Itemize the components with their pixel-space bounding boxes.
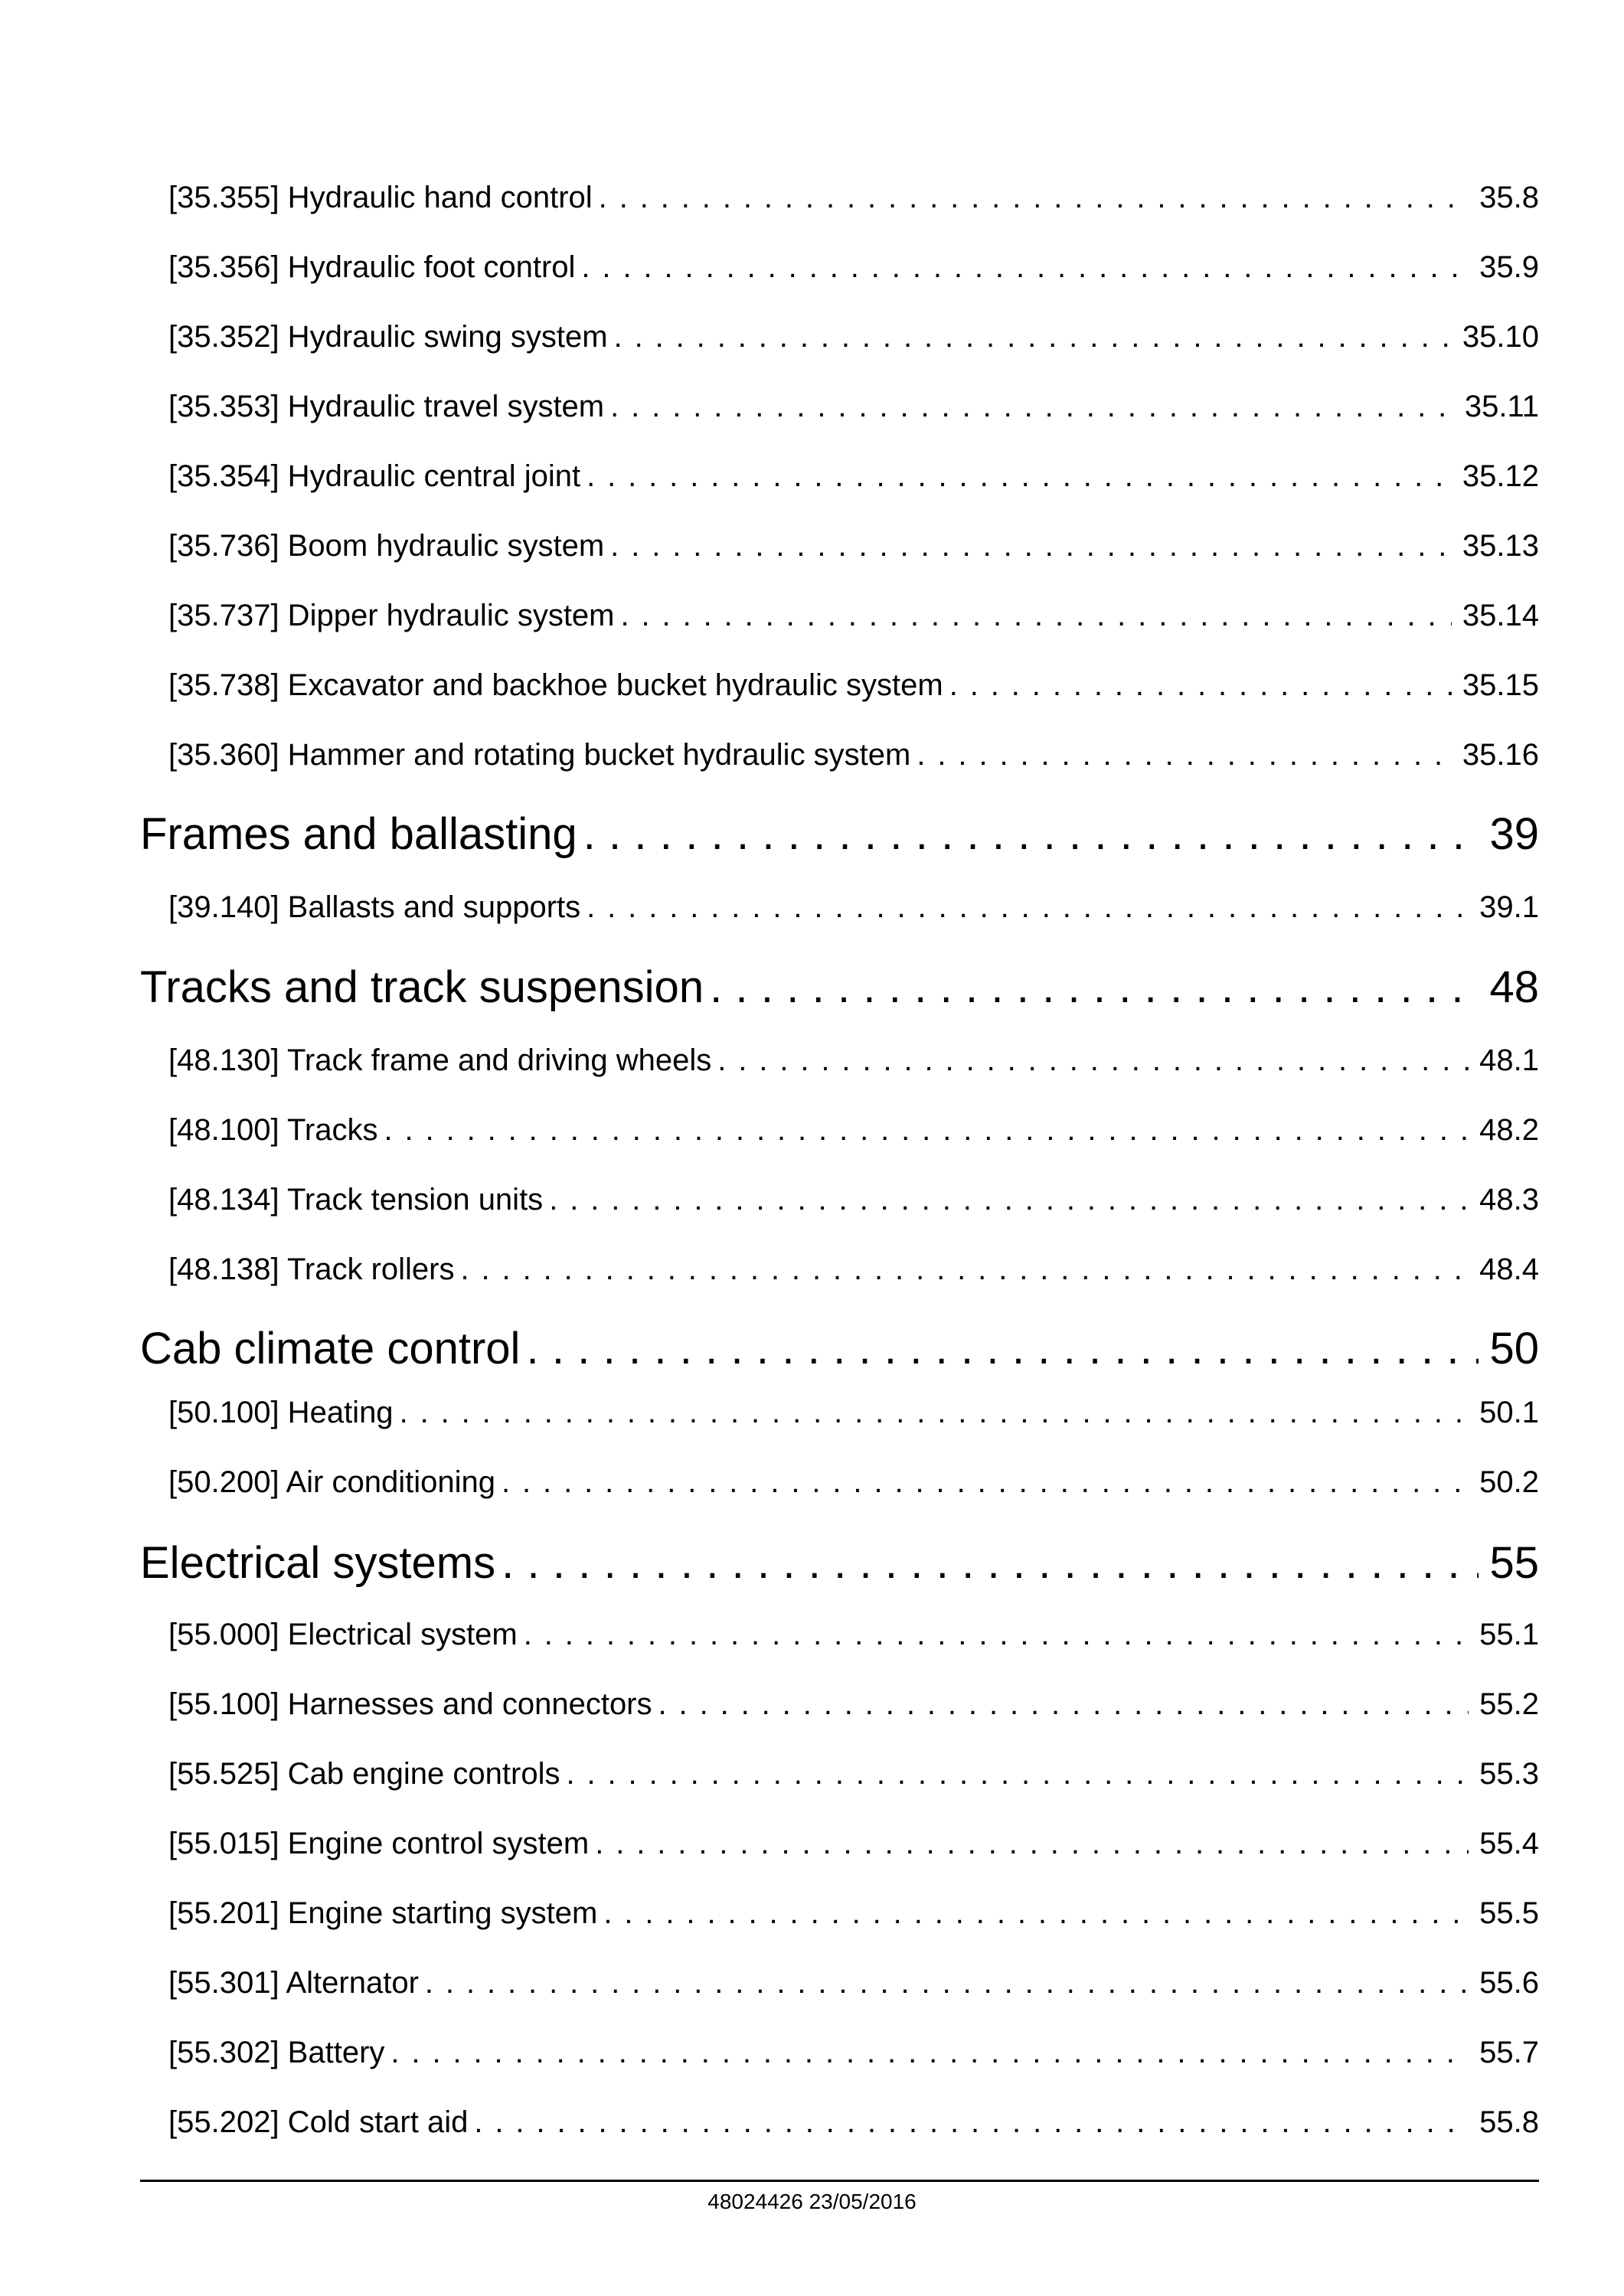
toc-section-page: 48	[1489, 962, 1539, 1012]
toc-entry-label: [55.525] Cab engine controls	[168, 1757, 560, 1791]
toc-entry-page: 55.3	[1479, 1757, 1539, 1791]
toc-entry[interactable]	[168, 1681, 1539, 1727]
toc-section-page: 55	[1489, 1538, 1539, 1588]
toc-entry-page: 35.16	[1462, 738, 1539, 772]
dot-leader	[587, 453, 1452, 499]
toc-entry-page: 55.5	[1479, 1896, 1539, 1930]
toc-entry[interactable]	[168, 1177, 1539, 1223]
dot-leader	[621, 593, 1452, 639]
toc-section[interactable]	[140, 957, 1539, 1018]
toc-section[interactable]	[140, 1533, 1539, 1594]
dot-leader	[587, 884, 1469, 930]
dot-leader	[710, 957, 1479, 1018]
toc-entry-label: [50.200] Air conditioning	[168, 1465, 495, 1499]
dot-leader	[949, 662, 1452, 708]
toc-entry[interactable]	[168, 1107, 1539, 1153]
dot-leader	[599, 175, 1469, 220]
toc-entry[interactable]	[168, 384, 1539, 429]
dot-leader	[526, 1318, 1479, 1380]
toc-entry-page: 35.9	[1479, 250, 1539, 284]
dot-leader	[425, 1960, 1469, 2006]
toc-section-label: Cab climate control	[140, 1324, 521, 1373]
toc-entry-page: 35.15	[1462, 668, 1539, 702]
toc-entry[interactable]	[168, 662, 1539, 708]
toc-entry-label: [35.360] Hammer and rotating bucket hydraulic system	[168, 738, 911, 772]
toc-entry-label: [35.353] Hydraulic travel system	[168, 390, 605, 423]
toc-entry-page: 39.1	[1479, 890, 1539, 924]
toc-entry-page: 35.13	[1462, 529, 1539, 563]
toc-entry-page: 55.1	[1479, 1618, 1539, 1651]
toc-section[interactable]	[140, 1318, 1539, 1380]
toc-entry-page: 35.8	[1479, 181, 1539, 214]
dot-leader	[717, 1037, 1469, 1083]
footer-document-id: 48024426 23/05/2016	[707, 2190, 917, 2213]
toc-entry-label: [35.356] Hydraulic foot control	[168, 250, 576, 284]
toc-entry[interactable]	[168, 523, 1539, 569]
dot-leader	[384, 1107, 1469, 1153]
toc-entry-label: [55.015] Engine control system	[168, 1827, 590, 1860]
toc-entry-label: [55.201] Engine starting system	[168, 1896, 598, 1930]
dot-leader	[610, 523, 1452, 569]
toc-entry[interactable]	[168, 2099, 1539, 2145]
toc-entry-page: 48.2	[1479, 1113, 1539, 1147]
toc-entry-label: [35.736] Boom hydraulic system	[168, 529, 605, 563]
toc-entry-page: 55.6	[1479, 1966, 1539, 2000]
toc-section-label: Electrical systems	[140, 1538, 496, 1588]
toc-entry-page: 50.2	[1479, 1465, 1539, 1499]
toc-entry-page: 35.10	[1462, 320, 1539, 354]
dot-leader	[390, 2030, 1469, 2076]
toc-entry-label: [55.301] Alternator	[168, 1966, 419, 2000]
toc-entry[interactable]	[168, 884, 1539, 930]
dot-leader	[583, 804, 1479, 865]
toc-entry-label: [35.354] Hydraulic central joint	[168, 459, 581, 493]
toc-entry-label: [35.352] Hydraulic swing system	[168, 320, 608, 354]
toc-entry-page: 55.2	[1479, 1687, 1539, 1721]
toc-section-label: Tracks and track suspension	[140, 962, 704, 1012]
dot-leader	[917, 732, 1452, 778]
toc-entry-label: [48.134] Track tension units	[168, 1183, 544, 1217]
dot-leader	[461, 1246, 1469, 1292]
toc-entry-label: [55.302] Battery	[168, 2036, 385, 2069]
dot-leader	[474, 2099, 1469, 2145]
toc-entry-page: 50.1	[1479, 1396, 1539, 1429]
dot-leader	[610, 384, 1454, 429]
toc-entry-page: 55.8	[1479, 2105, 1539, 2139]
toc-entry[interactable]	[168, 593, 1539, 639]
toc-entry[interactable]	[168, 1459, 1539, 1505]
toc-entry-label: [50.100] Heating	[168, 1396, 394, 1429]
toc-entry-label: [48.100] Tracks	[168, 1113, 378, 1147]
toc-entry[interactable]	[168, 2030, 1539, 2076]
toc-entry-label: [55.000] Electrical system	[168, 1618, 518, 1651]
toc-section-page: 50	[1489, 1324, 1539, 1373]
toc-entry-label: [35.737] Dipper hydraulic system	[168, 599, 615, 632]
toc-section[interactable]	[140, 804, 1539, 865]
dot-leader	[614, 314, 1452, 360]
dot-leader	[566, 1751, 1469, 1797]
toc-entry-page: 35.14	[1462, 599, 1539, 632]
toc-section-label: Frames and ballasting	[140, 809, 577, 859]
toc-entry-label: [35.355] Hydraulic hand control	[168, 181, 593, 214]
toc-entry[interactable]	[168, 1751, 1539, 1797]
toc-entry-label: [48.130] Track frame and driving wheels	[168, 1043, 712, 1077]
toc-entry-page: 35.12	[1462, 459, 1539, 493]
toc-entry[interactable]	[168, 1612, 1539, 1657]
dot-leader	[549, 1177, 1469, 1223]
dot-leader	[658, 1681, 1469, 1727]
toc-entry[interactable]	[168, 1890, 1539, 1936]
dot-leader	[524, 1612, 1469, 1657]
toc-entry-page: 48.1	[1479, 1043, 1539, 1077]
toc-entry-label: [48.138] Track rollers	[168, 1253, 455, 1286]
toc-entry[interactable]	[168, 1037, 1539, 1083]
toc-entry-page: 48.4	[1479, 1253, 1539, 1286]
toc-entry-page: 55.4	[1479, 1827, 1539, 1860]
toc-entry-label: [39.140] Ballasts and supports	[168, 890, 581, 924]
toc-entry-label: [35.738] Excavator and backhoe bucket hydraulic system	[168, 668, 943, 702]
dot-leader	[400, 1390, 1469, 1435]
toc-entry[interactable]	[168, 175, 1539, 220]
dot-leader	[595, 1821, 1469, 1867]
toc-entry[interactable]	[168, 244, 1539, 290]
toc-entry-label: [55.202] Cold start aid	[168, 2105, 469, 2139]
toc-entry-label: [55.100] Harnesses and connectors	[168, 1687, 652, 1721]
toc-entry[interactable]	[168, 1821, 1539, 1867]
dot-leader	[603, 1890, 1469, 1936]
footer-divider	[140, 2180, 1539, 2182]
dot-leader	[581, 244, 1469, 290]
toc-entry[interactable]	[168, 1390, 1539, 1435]
toc-entry-page: 48.3	[1479, 1183, 1539, 1217]
toc-entry-page: 35.11	[1464, 390, 1539, 423]
toc-entry-page: 55.7	[1479, 2036, 1539, 2069]
toc-entry[interactable]	[168, 314, 1539, 360]
toc-entry[interactable]	[168, 453, 1539, 499]
toc-entry[interactable]	[168, 1246, 1539, 1292]
toc-section-page: 39	[1489, 809, 1539, 859]
toc-entry[interactable]	[168, 1960, 1539, 2006]
toc-entry[interactable]	[168, 732, 1539, 778]
dot-leader	[502, 1533, 1479, 1594]
dot-leader	[502, 1459, 1469, 1505]
